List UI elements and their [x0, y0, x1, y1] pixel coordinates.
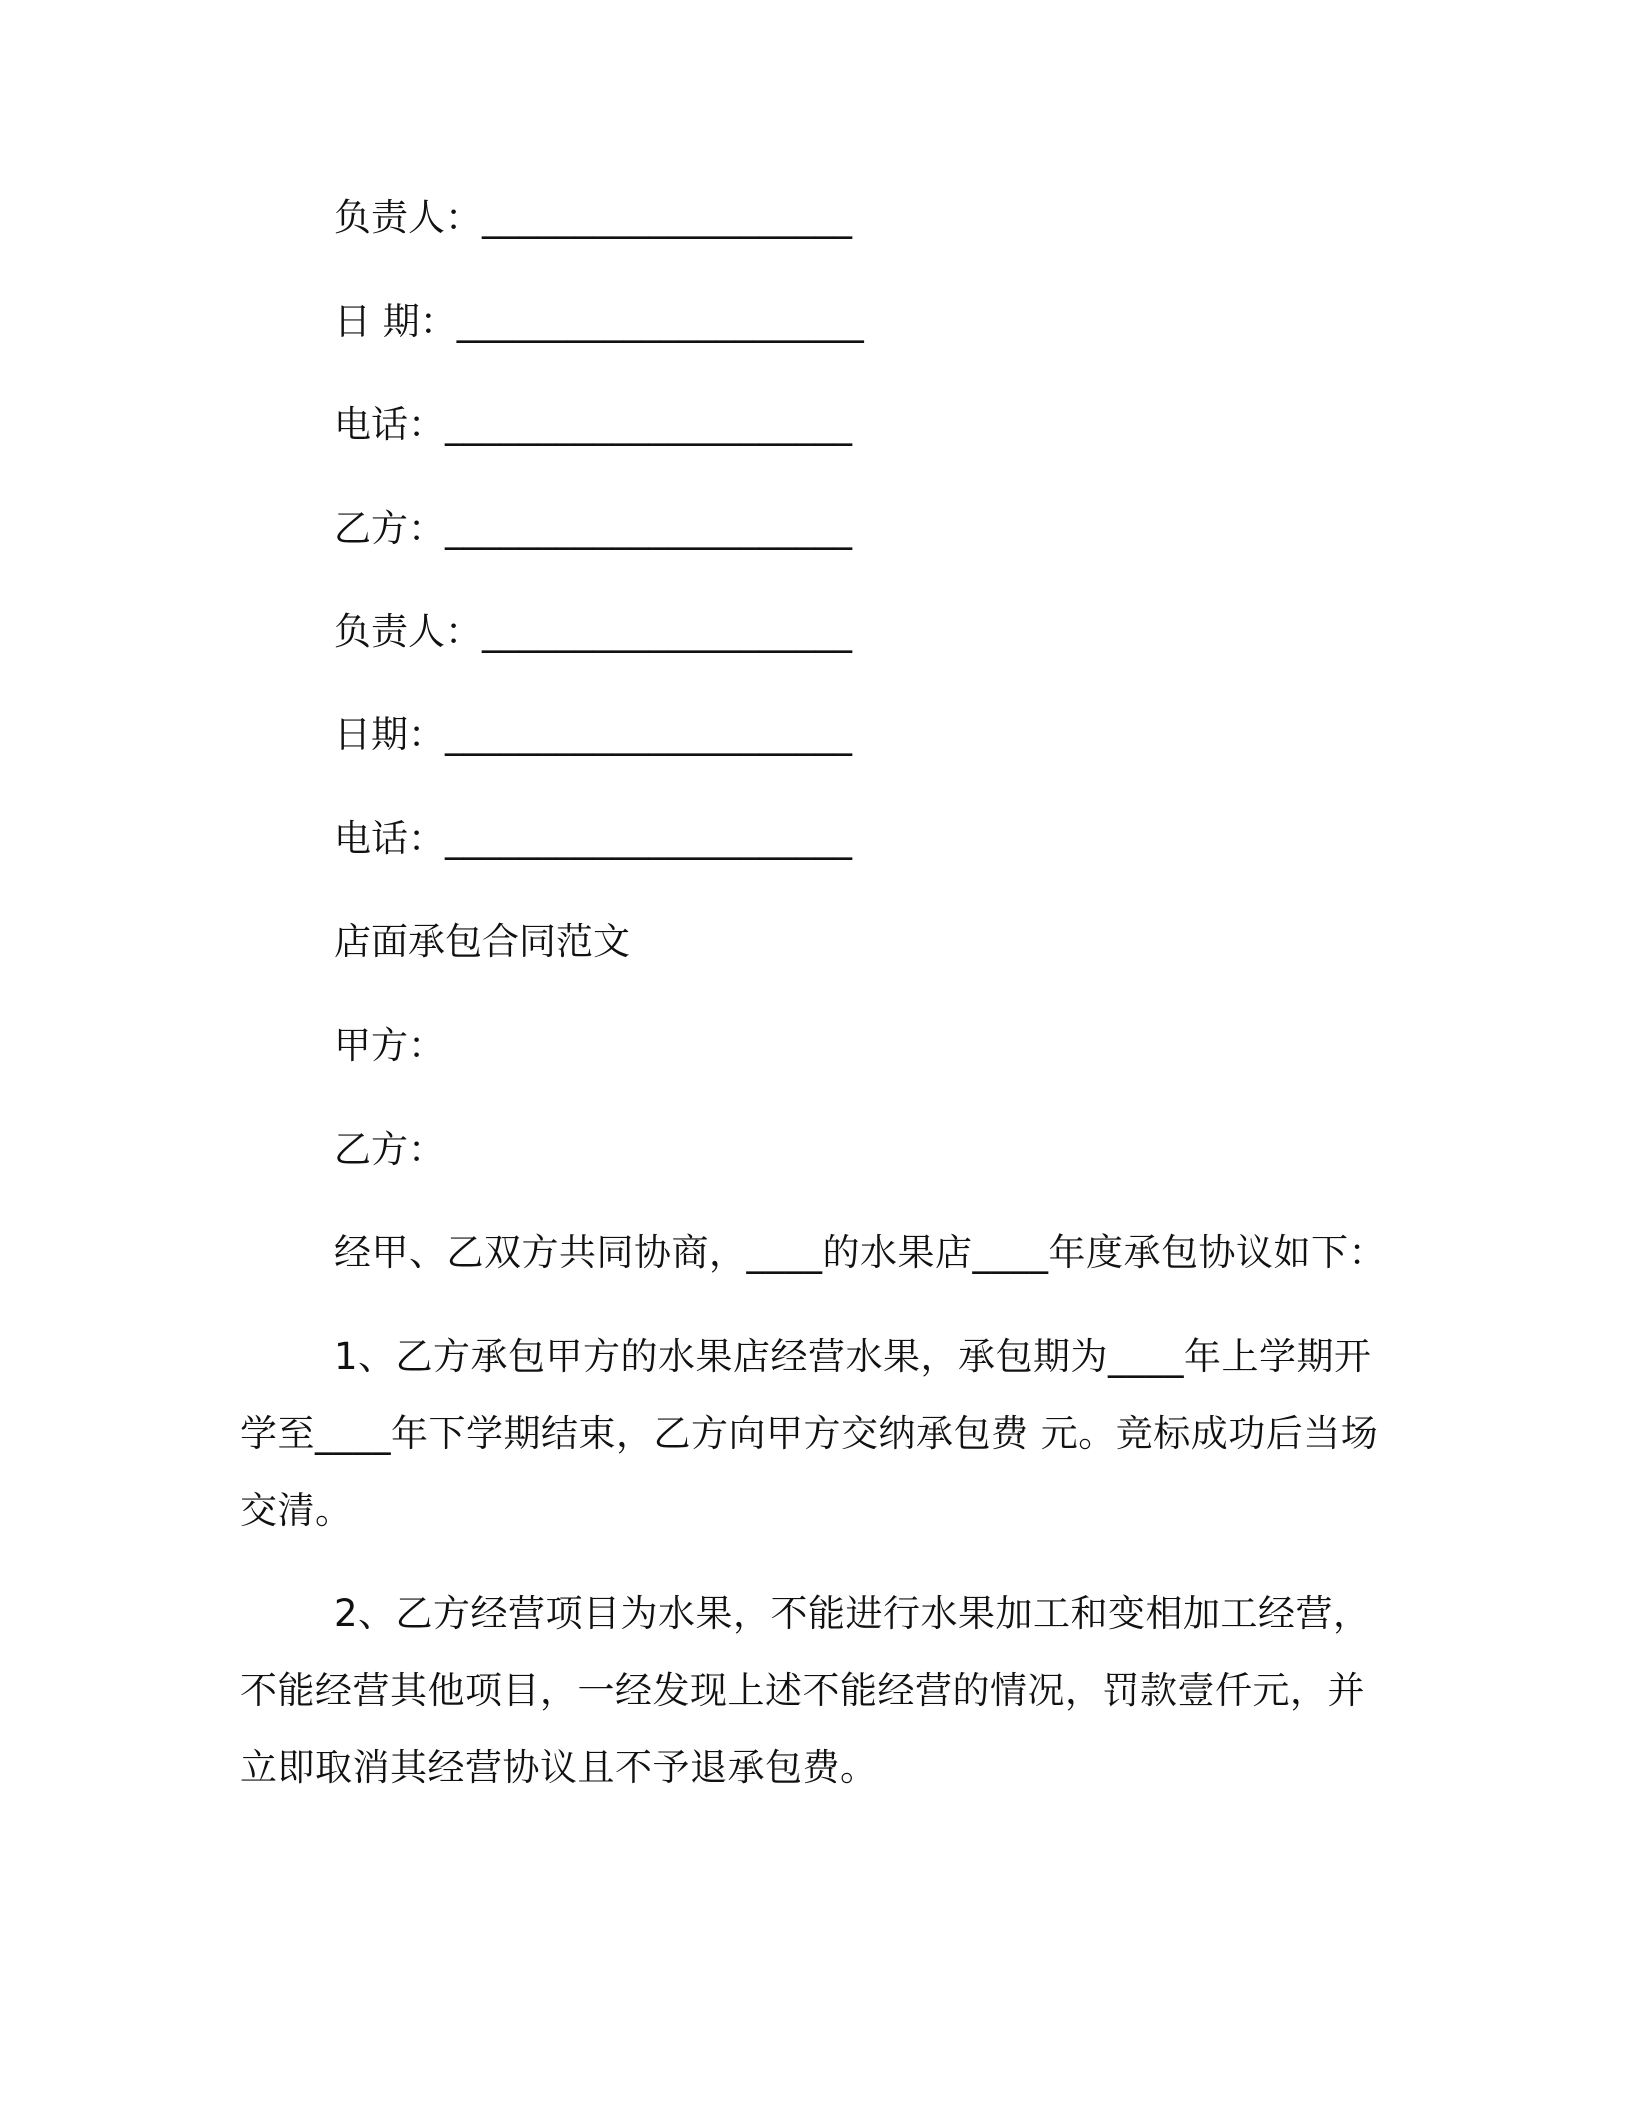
party-b-date-field: 日期：______________________ [334, 713, 852, 756]
party-a-date-field: 日 期：______________________ [334, 300, 864, 343]
intro-paragraph: 经甲、乙双方共同协商，____的水果店____年度承包协议如下： [334, 1231, 1386, 1274]
party-b-representative-field: 负责人：____________________ [334, 610, 852, 653]
party-b-phone-field: 电话：______________________ [334, 817, 852, 860]
party-b-label: 乙方： [334, 1128, 445, 1171]
clause-1: 1、乙方承包甲方的水果店经营水果，承包期为____年上学期开学至____年下学期结束，乙方向甲方交纳承包费 元。竞标成功后当场交清。 [240, 1335, 1379, 1532]
clause-2: 2、乙方经营项目为水果，不能进行水果加工和变相加工经营，不能经营其他项目，一经发现上述不能经营的情况，罚款壹仟元，并立即取消其经营协议且不予退承包费。 [240, 1592, 1371, 1789]
party-a-label: 甲方： [334, 1024, 445, 1067]
party-a-representative-field: 负责人：____________________ [334, 196, 852, 239]
party-a-phone-field: 电话：______________________ [334, 403, 852, 446]
party-b-signature-field: 乙方：______________________ [334, 507, 852, 550]
document-title: 店面承包合同范文 [334, 920, 630, 963]
